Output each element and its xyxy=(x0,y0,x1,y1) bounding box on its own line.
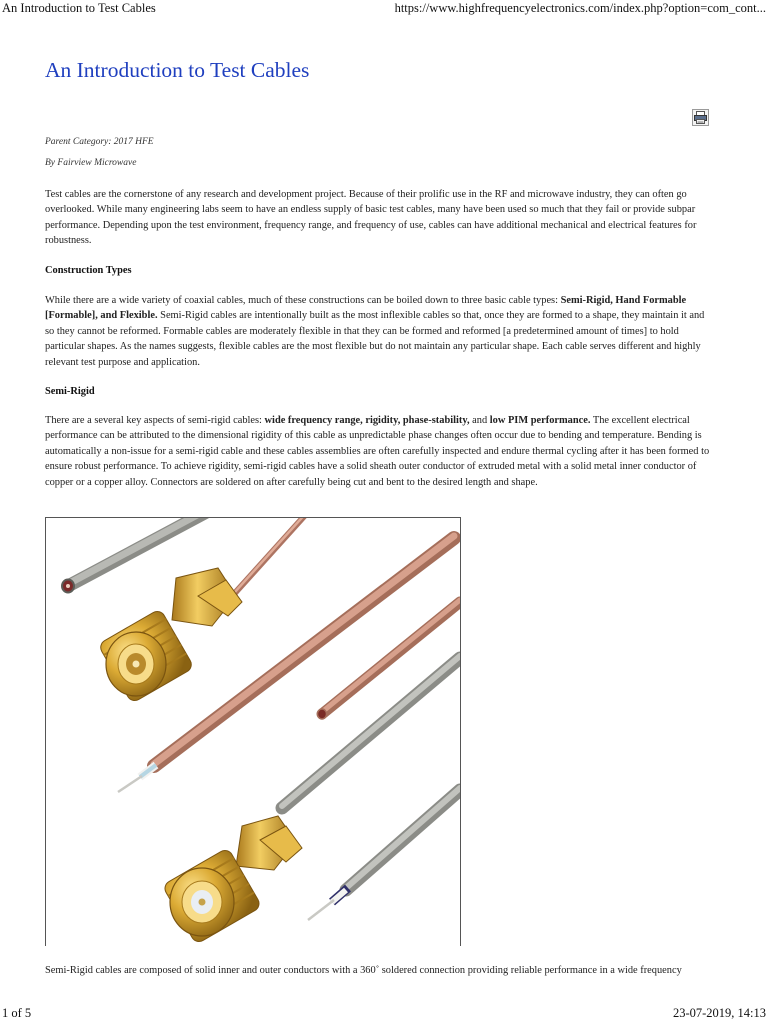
sma-connector-lower xyxy=(162,816,302,944)
parent-category: Parent Category: 2017 HFE xyxy=(45,137,154,147)
sma-connector-upper xyxy=(98,568,242,703)
print-header xyxy=(0,0,768,18)
intro-text: Test cables are the cornerstone of any research and development project. Because of their prolific use in the RF and microwave industry, they can often go overlooked. While many engineering labs seem to have an endless supply of basic test cables, many have been used so much that they fail or provide subpar performance. Depending upon the test environment, frequency range, and frequency of use, cables can have additional mechanical and electrical features for robustness. xyxy=(45,189,697,247)
caption-text: Semi-Rigid cables are composed of solid inner and outer conductors with a 360˚ soldered connection providing reliable performance in a wide frequency xyxy=(45,965,682,976)
intro-paragraph xyxy=(45,187,715,249)
construction-text-2: Semi-Rigid cables are intentionally built as the most inflexible cables so that, once they are formed to a shape, they maintain it and so they cannot be reformed. Formable cables are moderately flexible in that they can be formed and reformed [a predetermined amount of times] to hold particular shapes. As the names suggests, flexible cables are the most flexible but do not maintain any particular shape. Each cable serves different and highly relevant test purpose and application. xyxy=(45,310,705,368)
article-title[interactable]: An Introduction to Test Cables xyxy=(45,58,310,82)
semi-rigid-text-3: The excellent electrical performance can be attributed to the dimensional rigidity of this cable as unpredictable phase changes often occur due to bending and temperature. Bending is automatically a non-issue for a semi-rigid cable and these cables assemblies are often carefully inspected and endure thermal cycling after it has been formed to ensure robust performance. To achieve rigidity, semi-rigid cables have a solid sheath outer conductor of extruded metal with a solid metal inner conductor of copper or a copper alloy. Connectors are soldered on after carefully being cut and bent to the desired length and shape. xyxy=(45,415,710,488)
figure-caption xyxy=(45,963,715,978)
semi-rigid-heading: Semi-Rigid xyxy=(45,386,95,397)
semi-rigid-paragraph xyxy=(45,413,715,490)
construction-paragraph xyxy=(45,293,715,370)
semi-rigid-bold-2: low PIM performance. xyxy=(489,415,591,426)
semi-rigid-text-2: and xyxy=(469,415,490,426)
print-header-url: https://www.highfrequencyelectronics.com/index.php?option=com_cont... xyxy=(394,1,766,15)
print-header-title: An Introduction to Test Cables xyxy=(2,1,156,15)
semi-rigid-bold-1: wide frequency range, rigidity, phase-stability, xyxy=(264,415,470,426)
silver-cable-bottom xyxy=(308,788,460,920)
semi-rigid-text-1: There are a several key aspects of semi-rigid cables: xyxy=(45,415,265,426)
construction-heading: Construction Types xyxy=(45,265,132,276)
semi-rigid-cables-photo xyxy=(45,517,461,946)
print-datetime: 23-07-2019, 14:13 xyxy=(672,1006,766,1020)
construction-bold: Semi-Rigid, Hand Formable [Formable], and Flexible. xyxy=(45,295,687,322)
page-count: 1 of 5 xyxy=(2,1006,32,1020)
print-footer xyxy=(0,1006,768,1024)
construction-text-1: While there are a wide variety of coaxial cables, much of these constructions can be boiled down to three basic cable types: xyxy=(45,295,561,306)
print-icon[interactable] xyxy=(692,109,709,126)
byline: By Fairview Microwave xyxy=(45,158,137,168)
